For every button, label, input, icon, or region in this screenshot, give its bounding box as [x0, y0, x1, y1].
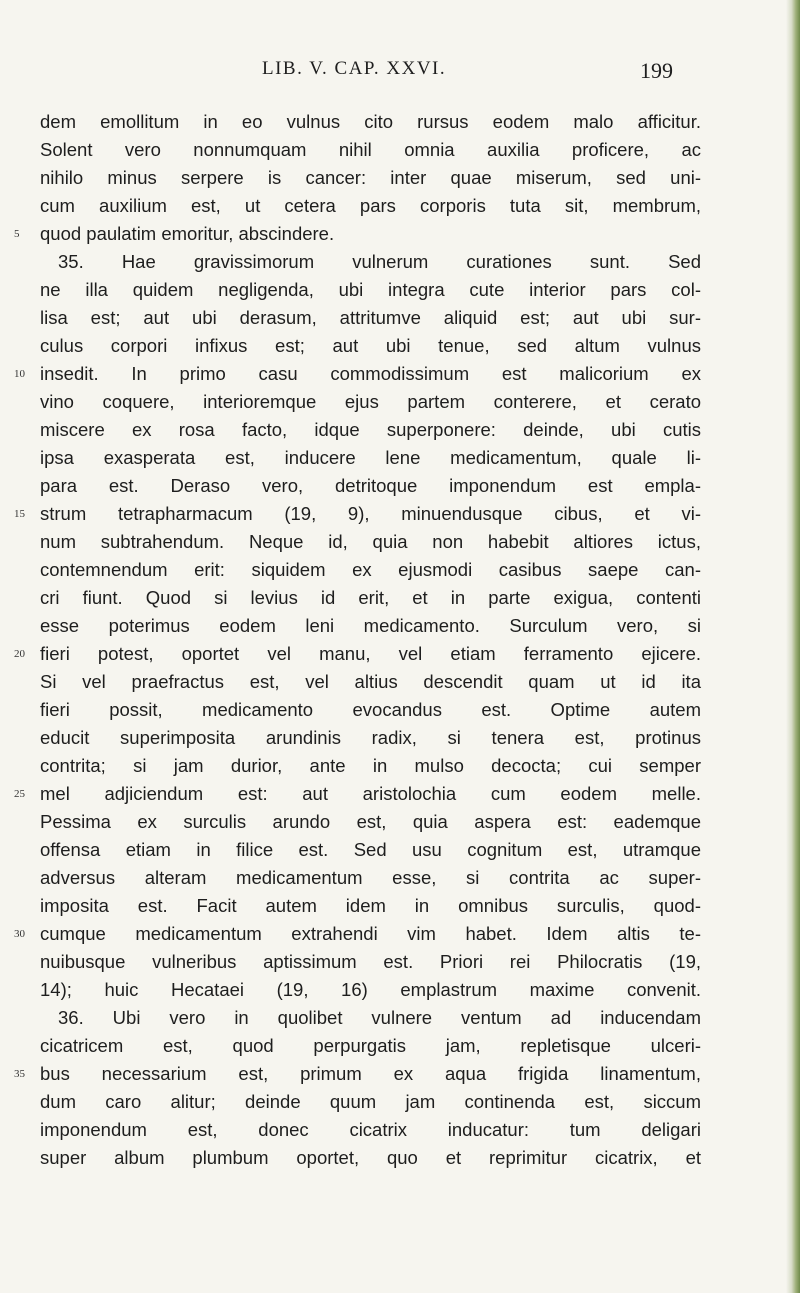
line-text: 36. Ubi vero in quolibet vulnere ventum ad inducendam — [58, 1007, 701, 1028]
line-number: 15 — [14, 508, 25, 520]
line-text: strum tetrapharmacum (19, 9), minuendusque cibus, et vi- — [40, 503, 701, 524]
running-head — [0, 58, 800, 88]
line-text: esse poterimus eodem leni medicamento. Surculum vero, si — [40, 615, 701, 636]
line-text: cicatricem est, quod perpurgatis jam, repletisque ulceri- — [40, 1035, 701, 1056]
line-text: cri fiunt. Quod si levius id erit, et in parte exigua, contenti — [40, 587, 701, 608]
line-text: imponendum est, donec cicatrix inducatur: tum deligari — [40, 1119, 701, 1140]
line-number: 35 — [14, 1068, 25, 1080]
line-text: offensa etiam in filice est. Sed usu cognitum est, utramque — [40, 839, 701, 860]
line-text: insedit. In primo casu commodissimum est malicorium ex — [40, 363, 701, 384]
line-number: 30 — [14, 928, 25, 940]
line-text: mel adjiciendum est: aut aristolochia cum eodem melle. — [40, 783, 701, 804]
line-number: 10 — [14, 368, 25, 380]
line-text: fieri possit, medicamento evocandus est. Optime autem — [40, 699, 701, 720]
line-text: contemnendum erit: siquidem ex ejusmodi casibus saepe can- — [40, 559, 701, 580]
line-text: super album plumbum oportet, quo et reprimitur cicatrix, et — [40, 1147, 701, 1168]
line-text: Si vel praefractus est, vel altius descendit quam ut id ita — [40, 671, 701, 692]
line-text: fieri potest, oportet vel manu, vel etiam ferramento ejicere. — [40, 643, 701, 664]
page-number: 199 — [640, 58, 673, 83]
line-text: num subtrahendum. Neque id, quia non habebit altiores ictus, — [40, 531, 701, 552]
line-text: vino coquere, interioremque ejus partem conterere, et cerato — [40, 391, 701, 412]
line-text: contrita; si jam durior, ante in mulso decocta; cui semper — [40, 755, 701, 776]
line-text: 14); huic Hecataei (19, 16) emplastrum maxime convenit. — [40, 979, 701, 1000]
line-number: 5 — [14, 228, 20, 240]
line-text: miscere ex rosa facto, idque superponere: deinde, ubi cutis — [40, 419, 701, 440]
line-number: 25 — [14, 788, 25, 800]
page-edge-shading — [786, 0, 800, 1293]
line-number: 20 — [14, 648, 25, 660]
line-text: lisa est; aut ubi derasum, attritumve aliquid est; aut ubi sur- — [40, 307, 701, 328]
line-text: nihilo minus serpere is cancer: inter quae miserum, sed uni- — [40, 167, 701, 188]
line-text: adversus alteram medicamentum esse, si contrita ac super- — [40, 867, 701, 888]
line-text: 35. Hae gravissimorum vulnerum curationes sunt. Sed — [58, 251, 701, 272]
line-text: dem emollitum in eo vulnus cito rursus eodem malo afficitur. — [40, 111, 701, 132]
header-title: LIB. V. CAP. XXVI. — [262, 58, 447, 79]
line-text: Solent vero nonnumquam nihil omnia auxilia proficere, ac — [40, 139, 701, 160]
line-text: nuibusque vulneribus aptissimum est. Priori rei Philocratis (19, — [40, 951, 701, 972]
line-text: cum auxilium est, ut cetera pars corporis tuta sit, membrum, — [40, 195, 701, 216]
line-text: quod paulatim emoritur, abscindere. — [40, 223, 335, 244]
line-text: ipsa exasperata est, inducere lene medicamentum, quale li- — [40, 447, 701, 468]
line-text: educit superimposita arundinis radix, si tenera est, protinus — [40, 727, 701, 748]
line-text: dum caro alitur; deinde quum jam continenda est, siccum — [40, 1091, 701, 1112]
line-text: para est. Deraso vero, detritoque imponendum est empla- — [40, 475, 701, 496]
line-text: bus necessarium est, primum ex aqua frigida linamentum, — [40, 1063, 701, 1084]
line-text: Pessima ex surculis arundo est, quia aspera est: eademque — [40, 811, 701, 832]
line-text: imposita est. Facit autem idem in omnibus surculis, quod- — [40, 895, 701, 916]
line-text: ne illa quidem negligenda, ubi integra cute interior pars col- — [40, 279, 701, 300]
line-text: cumque medicamentum extrahendi vim habet. Idem altis te- — [40, 923, 701, 944]
line-text: culus corpori infixus est; aut ubi tenue, sed altum vulnus — [40, 335, 701, 356]
